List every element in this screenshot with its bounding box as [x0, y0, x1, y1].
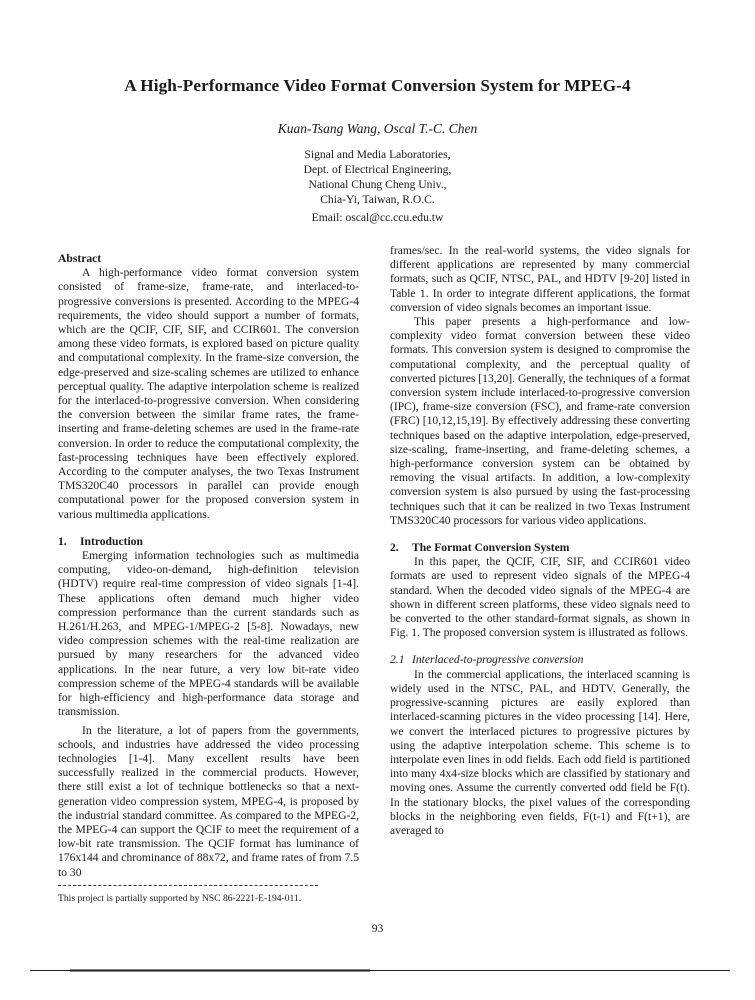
subsection-heading-interlaced: [390, 653, 690, 667]
section-number: 2.: [390, 541, 399, 555]
abstract-text: A high-performance video format conversion system consisted of frame-size, frame-rate, and interlaced-to-progressive conversions is presented. According to the MPEG-4 requirements, the video should support a number of formats, which are the QCIF, CIF, SIF, and CCIR601. The conversion among these video formats, is explored based on picture quality and computational complexity. In the frame-size conversion, the edge-preserved and size-scaling schemes are utilized to enhance perceptual quality. The adaptive interpolation scheme is realized for the interlaced-to-progressive conversion. When considering the conversion between the similar frame rates, the frame-inserting and frame-deleting schemes are used in the frame-rate conversion. In order to reduce the computational complexity, the fast-processing techniques have been effectively explored. According to the computer analyses, the two Texas Instrument TMS320C40 processors in parallel can provide enough computational power for the proposed conversion system in various multimedia applications.: [58, 266, 359, 521]
section-heading-introduction: [58, 535, 359, 549]
author-affiliation: [0, 147, 755, 207]
body-paragraph: Emerging information technologies such as multimedia computing, video-on-demand, high-definition television (HDTV) require real-time compression of video signals [1-4]. These applications often demand much higher video compression performance than the current standards such as H.261/H.263, and MPEG-1/MPEG-2 [5-8]. Nowadays, new video compression schemes with the real-time realization are pursued by many researchers for the advanced video applications. In the near future, a very low bit-rate video compression scheme of the MPEG-4 standards will be available for high-efficiency and high-performance data storage and transmission.: [58, 549, 359, 719]
subsection-title: Interlaced-to-progressive conversion: [412, 653, 584, 667]
affiliation-line: Chia-Yi, Taiwan, R.O.C.: [320, 193, 435, 206]
affiliation-line: Signal and Media Laboratories,: [304, 148, 451, 161]
author-email: Email: oscal@cc.ccu.edu.tw: [311, 211, 444, 224]
subsection-number: 2.1: [390, 653, 405, 667]
body-paragraph: This paper presents a high-performance and low-complexity video format conversion between these video formats. This conversion system is designed to compromise the computational complexity, and the perceptual quality of converted pictures [13,20]. Generally, the techniques of a format conversion system include interlaced-to-progressive conversion (IPC), frame-size conversion (FSC), and frame-rate conversion (FRC) [10,12,15,19]. By effectively addressing these converting techniques based on the adaptive interpolation, edge-preserved, size-scaling, frame-inserting, and frame-deleting schemes, a high-performance conversion system can be obtained by removing the visual artifacts. In addition, a low-complexity conversion system is also pursued by using the fast-processing techniques such that it can be realized in two Texas Instrument TMS320C40 processors for various video applications.: [390, 315, 690, 527]
footnote: This project is partially supported by NSC 86-2221-E-194-011.: [58, 893, 302, 904]
section-number: 1.: [58, 534, 67, 548]
body-paragraph: In this paper, the QCIF, CIF, SIF, and CCIR601 video formats are used to represent video signals of the MPEG-4 standard. When the decoded video signals of the MPEG-4 are shown in different screen platforms, these video signals need to be converted to the other standard-format signals, as shown in Fig. 1. The proposed conversion system is illustrated as follows.: [390, 555, 690, 640]
affiliation-line: Dept. of Electrical Engineering,: [303, 163, 452, 176]
section-title: Introduction: [80, 534, 143, 548]
paper-authors: Kuan-Tsang Wang, Oscal T.-C. Chen: [277, 121, 478, 136]
section-heading-format-conversion: [390, 541, 690, 555]
right-column: [390, 244, 690, 838]
page-number: 93: [371, 922, 384, 935]
body-paragraph-continued: frames/sec. In the real-world systems, the video signals for different applications are represented by many commercial formats, such as QCIF, NTSC, PAL, and HDTV [9-20] listed in Table 1. In order to integrate different applications, the format conversion of video signals becomes an important issue.: [390, 244, 690, 314]
section-title: The Format Conversion System: [412, 541, 570, 555]
footnote-rule: [58, 885, 318, 886]
body-paragraph: In the literature, a lot of papers from the governments, schools, and industries have addressed the video processing technologies [1-4]. Many excellent results have been successfully realized in the commercial products. However, there still exist a lot of technique bottlenecks so that a next-generation video compression system, MPEG-4, is proposed by the industrial standard committee. As compared to the MPEG-2, the MPEG-4 can support the QCIF to meet the requirement of a low-bit rate transmission. The QCIF format has luminance of 176x144 and chrominance of 88x72, and frame rates of from 7.5 to 30: [58, 723, 359, 879]
paper-title: A High-Performance Video Format Conversion System for MPEG-4: [124, 76, 631, 95]
body-paragraph: In the commercial applications, the interlaced scanning is widely used in the NTSC, PAL, and HDTV. Generally, the progressive-scanning pictures are easily explored than interlaced-scanning pictures in the video processing [14]. Here, we convert the interlaced pictures to progressive pictures by using the adaptive interpolation scheme. This scheme is to interpolate even lines in odd fields. Each odd field is partitioned into many 4x4-size blocks which are classified by stationary and moving ones. Assume the currently converted odd field be F(t). In the stationary blocks, the pixel values of the corresponding blocks in the neighboring even fields, F(t-1) and F(t+1), are averaged to: [390, 667, 690, 837]
affiliation-line: National Chung Cheng Univ.,: [308, 178, 447, 191]
scan-edge-artifact: [70, 969, 370, 972]
abstract-heading: Abstract: [58, 252, 102, 265]
left-column: [58, 252, 359, 880]
